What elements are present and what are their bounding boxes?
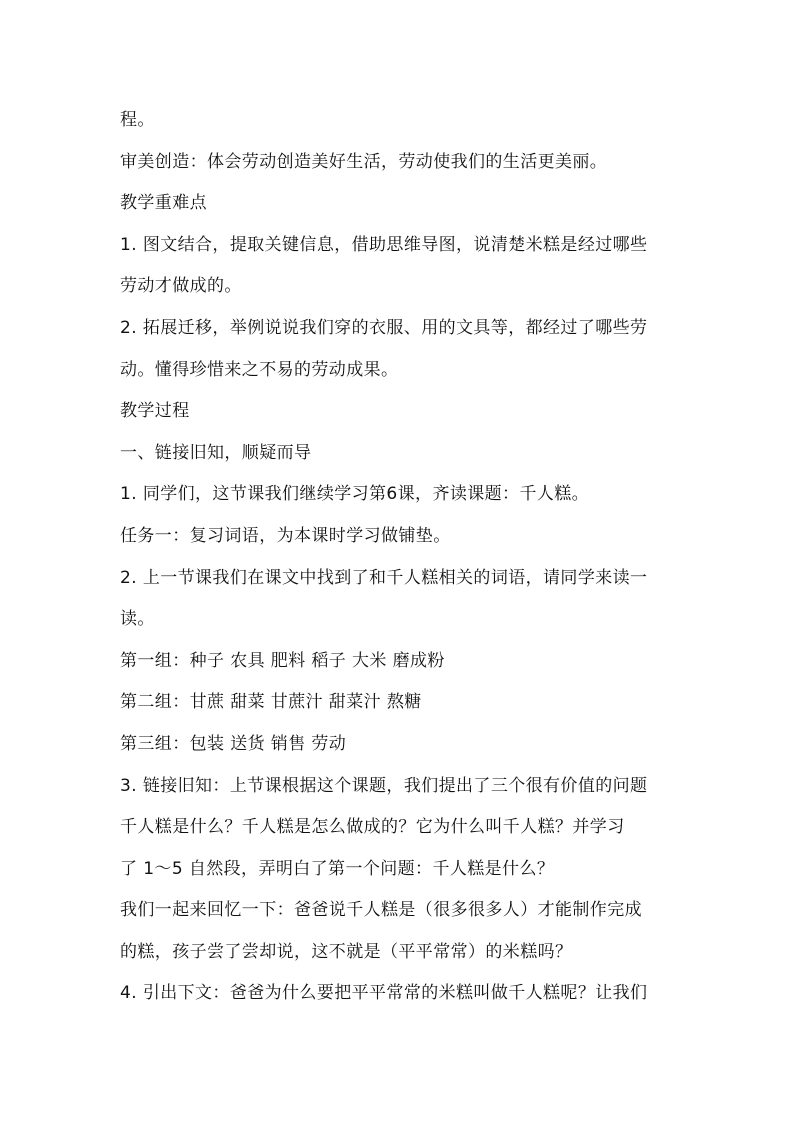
text-line: 我们一起来回忆一下：爸爸说千人糕是（很多很多人）才能制作完成	[120, 900, 642, 921]
text-line: 的糕，孩子尝了尝却说，这不就是（平平常常）的米糕吗？	[120, 941, 573, 962]
text-line: 千人糕是什么？千人糕是怎么做成的？它为什么叫千人糕？并学习	[120, 817, 625, 838]
text-line: 读。	[120, 609, 155, 630]
text-line: 2. 上一节课我们在课文中找到了和千人糕相关的词语，请同学来读一	[120, 567, 648, 588]
subsection-heading: 一、链接旧知，顺疑而导	[120, 442, 312, 463]
text-line: 1. 同学们，这节课我们继续学习第6课，齐读课题：千人糕。	[120, 484, 590, 505]
section-heading: 教学过程	[120, 401, 190, 422]
text-line: 1. 图文结合，提取关键信息，借助思维导图，说清楚米糕是经过哪些	[120, 234, 648, 255]
text-line: 劳动才做成的。	[120, 276, 242, 297]
text-line: 审美创造：体会劳动创造美好生活，劳动使我们的生活更美丽。	[120, 151, 608, 172]
section-heading: 教学重难点	[120, 193, 207, 214]
text-line: 2. 拓展迁移，举例说说我们穿的衣服、用的文具等，都经过了哪些劳	[120, 317, 648, 338]
text-line: 了 1～5 自然段，弄明白了第一个问题：千人糕是什么？	[120, 858, 555, 879]
text-line: 3. 链接旧知：上节课根据这个课题，我们提出了三个很有价值的问题	[120, 775, 648, 796]
text-line: 动。懂得珍惜来之不易的劳动成果。	[120, 359, 399, 380]
text-line: 4. 引出下文：爸爸为什么要把平平常常的米糕叫做千人糕呢？让我们	[120, 983, 648, 1004]
word-group-line: 第二组：甘蔗 甜菜 甘蔗汁 甜菜汁 熬糖	[120, 692, 422, 713]
document-body	[120, 100, 680, 1015]
word-group-line: 第一组：种子 农具 肥料 稻子 大米 磨成粉	[120, 650, 445, 671]
text-line: 程。	[120, 110, 155, 130]
word-group-line: 第三组：包装 送货 销售 劳动	[120, 733, 347, 754]
text-line: 任务一：复习词语，为本课时学习做铺垫。	[120, 525, 451, 546]
